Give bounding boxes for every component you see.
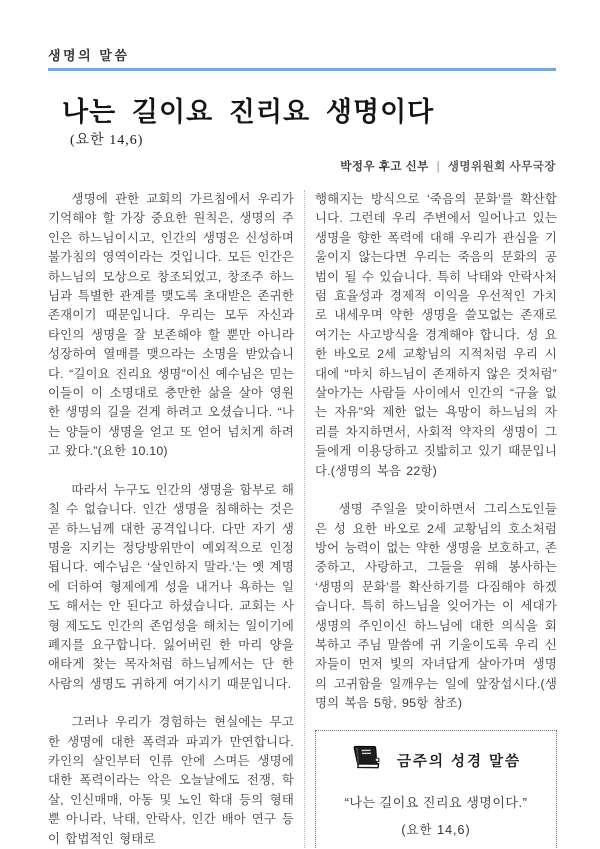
byline-role: 생명위원회 사무국장 [447, 161, 556, 173]
page-title: 나는 길이요 진리요 생명이다 [62, 97, 435, 127]
bible-book-icon [349, 739, 388, 780]
body-paragraph: 생명에 관한 교회의 가르침에서 우리가 기억해야 할 가장 중요한 원칙은, 생명의 주인은 하느님이시고, 인간의 생명은 신성하며 불가침의 영역이라는 것입니다. 모든 인간은 하느님의 모상으로 창조되었고, 창조주 하느님과 특별한 관계를 맺도록 초대받은 존귀한 존재이기 때문입니다. 우리는 모두 자신과 타인의 생명을 잘 보존해야 할 뿐만 아니라 성장하여 열매를 맺으라는 소명을 받았습니다. “길이요 진리요 생명”이신 예수님은 믿는 이들이 이 소명대로 충만한 삶을 살아 영원한 생명의 길을 걷게 하려고 오셨습니다. “나는 양들이 생명을 얻고 또 얻어 넘치게 하려고 왔다.”(요한 10.10) [48, 192, 294, 459]
left-column [48, 190, 304, 849]
section-label: 생명의 말씀 [48, 48, 130, 63]
body-paragraph: 그러나 우리가 경험하는 현실에는 무고한 생명에 대한 폭력과 파괴가 만연합니다. 카인의 살인부터 인류 안에 스며든 생명에 대한 폭력이라는 악은 오늘날에도 전쟁, 학살, 인신매매, 아동 및 노인 학대 등의 형태뿐 아니라, 낙태, 안락사, 인간 배아 연구 등이 합법적인 형태로 [48, 715, 294, 846]
body-paragraph: 생명 주일을 맞이하면서 그리스도인들은 성 요한 바오로 2세 교황님의 호소처럼 방어 능력이 없는 약한 생명을 보호하고, 존중하고, 사랑하고, 그들을 위해 봉사하는 ‘생명의 문화’를 확산하기를 다짐해야 하겠습니다. 특히 하느님을 잊어가는 이 세대가 생명의 주인이신 하느님에 대한 의식을 회복하고 주님 말씀에 귀 기울이도록 우리 신자들이 먼저 빛의 자녀답게 살아가며 생명의 고귀함을 일깨우는 일에 앞장섭시다.(생명의 복음 5항, 95항 참조) [315, 502, 557, 711]
scripture-reference: (요한 14,6) [401, 822, 471, 837]
body-paragraph: 행해지는 방식으로 ‘죽음의 문화’를 확산합니다. 그런데 우리 주변에서 일어나고 있는 생명을 향한 폭력에 대해 우리가 관심을 기울이지 않는다면 우리는 죽음의 문화의 공범이 될 수 있습니다. 특히 낙태와 안락사처럼 효율성과 경제적 이익을 우선적인 가치로 내세우며 약한 생명을 쓸모없는 존재로 여기는 사고방식을 경계해야 합니다. 성 요한 바오로 2세 교황님의 지적처럼 우리 시대에 “마치 하느님이 존재하지 않은 것처럼” 살아가는 사람들 사이에서 인간의 “규율 없는 자유”와 제한 없는 욕망이 하느님의 자리를 차지하면서, 사회적 약자의 생명이 그들에게 이용당하고 짓밟히고 있기 때문입니다.(생명의 복음 22항) [315, 192, 557, 478]
byline [340, 158, 556, 174]
byline-divider: | [436, 161, 441, 173]
scripture-box [315, 730, 557, 849]
page-title-reference: (요한 14,6) [70, 133, 144, 148]
byline-author: 박정우 후고 신부 [340, 161, 429, 173]
scripture-quote: “나는 길이요 진리요 생명이다.” [344, 794, 528, 810]
article-body [48, 190, 557, 849]
right-column [304, 190, 557, 849]
scripture-box-heading: 금주의 성경 말씀 [396, 753, 522, 770]
scripture-box-header [324, 742, 548, 779]
body-paragraph: 따라서 누구도 인간의 생명을 함부로 해칠 수 없습니다. 인간 생명을 침해하는 것은 곧 하느님께 대한 공격입니다. 다만 자기 생명을 지키는 정당방위만이 예외적으로 인정됩니다. 예수님은 ‘살인하지 말라.’는 옛 계명에 더하여 형제에게 성을 내거나 욕하는 일도 해서는 안 된다고 하셨습니다. 교회는 사형 제도도 인간의 존엄성을 해치는 일이기에 폐지를 요구합니다. 잃어버린 한 마리 양을 애타게 찾는 목자처럼 하느님께서는 단 한 사람의 생명도 귀하게 여기시기 때문입니다. [48, 482, 294, 691]
header-accent-rule [48, 68, 556, 71]
